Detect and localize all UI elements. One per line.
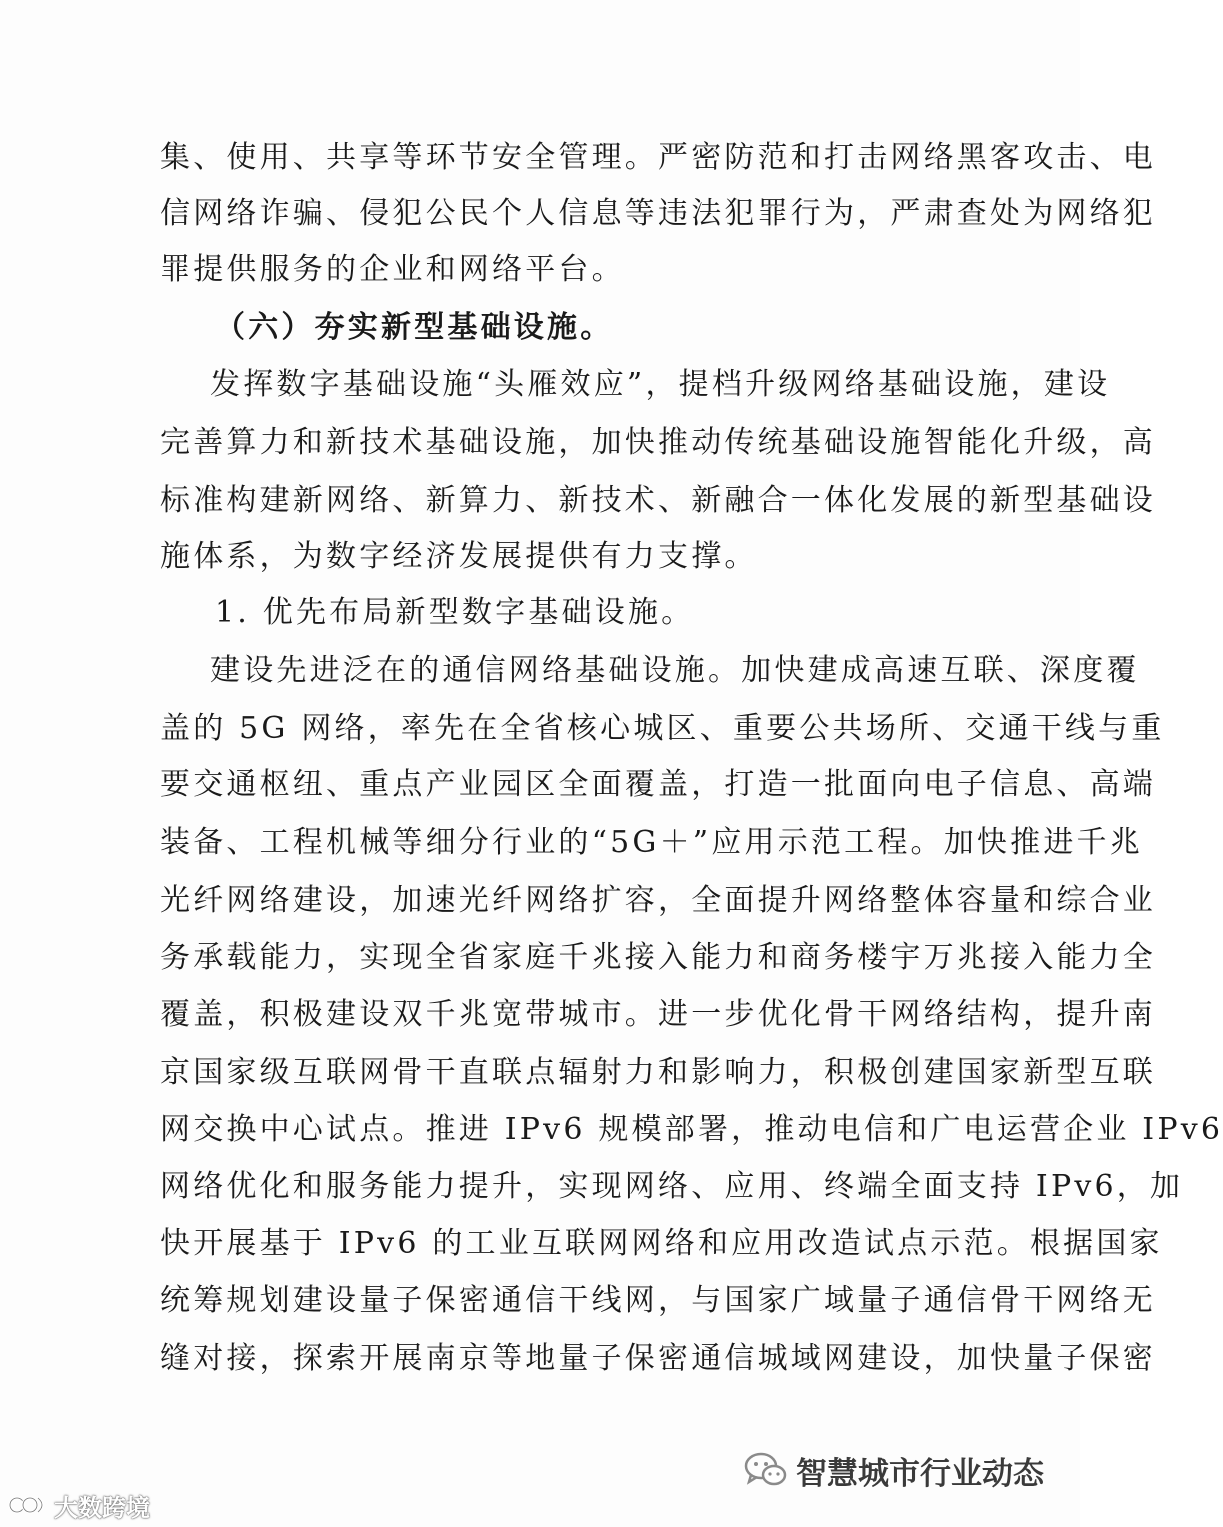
text-line: 网交换中心试点。推进 IPv6 规模部署，推动电信和广电运营企业 IPv6 (160, 1112, 1223, 1147)
text-line: 要交通枢纽、重点产业园区全面覆盖，打造一批面向电子信息、高端 (160, 767, 1156, 802)
text-line: 标准构建新网络、新算力、新技术、新融合一体化发展的新型基础设 (160, 483, 1156, 518)
text-line: 建设先进泛在的通信网络基础设施。加快建成高速互联、深度覆 (210, 653, 1140, 688)
text-line: 缝对接，探索开展南京等地量子保密通信城域网建设，加快量子保密 (160, 1341, 1156, 1376)
text-line: 光纤网络建设，加速光纤网络扩容，全面提升网络整体容量和综合业 (160, 883, 1156, 918)
text-line: 盖的 5G 网络，率先在全省核心城区、重要公共场所、交通干线与重 (160, 711, 1165, 746)
brand-watermark (8, 1488, 150, 1522)
text-line: 京国家级互联网骨干直联点辐射力和影响力，积极创建国家新型互联 (160, 1055, 1156, 1090)
text-line: 罪提供服务的企业和网络平台。 (160, 252, 625, 287)
text-line: 网络优化和服务能力提升，实现网络、应用、终端全面支持 IPv6，加 (160, 1169, 1184, 1204)
text-line: 集、使用、共享等环节安全管理。严密防范和打击网络黑客攻击、电 (160, 140, 1156, 175)
subsection-heading: 1. 优先布局新型数字基础设施。 (215, 595, 695, 630)
text-line: 装备、工程机械等细分行业的“5G＋”应用示范工程。加快推进千兆 (160, 825, 1143, 860)
brand-name: 大数跨境 (54, 1493, 150, 1522)
wechat-account-name: 智慧城市行业动态 (796, 1455, 1044, 1492)
text-line: 统筹规划建设量子保密通信干线网，与国家广域量子通信骨干网络无 (160, 1283, 1156, 1318)
text-line: 发挥数字基础设施“头雁效应”，提档升级网络基础设施，建设 (210, 367, 1111, 402)
logo-icon (8, 1492, 48, 1518)
wechat-icon (744, 1452, 788, 1488)
text-line: 施体系，为数字经济发展提供有力支撑。 (160, 539, 758, 574)
text-line: 务承载能力，实现全省家庭千兆接入能力和商务楼宇万兆接入能力全 (160, 940, 1156, 975)
text-line: 信网络诈骗、侵犯公民个人信息等违法犯罪行为，严肃查处为网络犯 (160, 196, 1156, 231)
wechat-watermark (744, 1450, 1044, 1490)
section-heading: （六）夯实新型基础设施。 (215, 310, 614, 345)
text-line: 完善算力和新技术基础设施，加快推动传统基础设施智能化升级，高 (160, 425, 1156, 460)
text-line: 覆盖，积极建设双千兆宽带城市。进一步优化骨干网络结构，提升南 (160, 997, 1156, 1032)
text-line: 快开展基于 IPv6 的工业互联网网络和应用改造试点示范。根据国家 (160, 1226, 1163, 1261)
